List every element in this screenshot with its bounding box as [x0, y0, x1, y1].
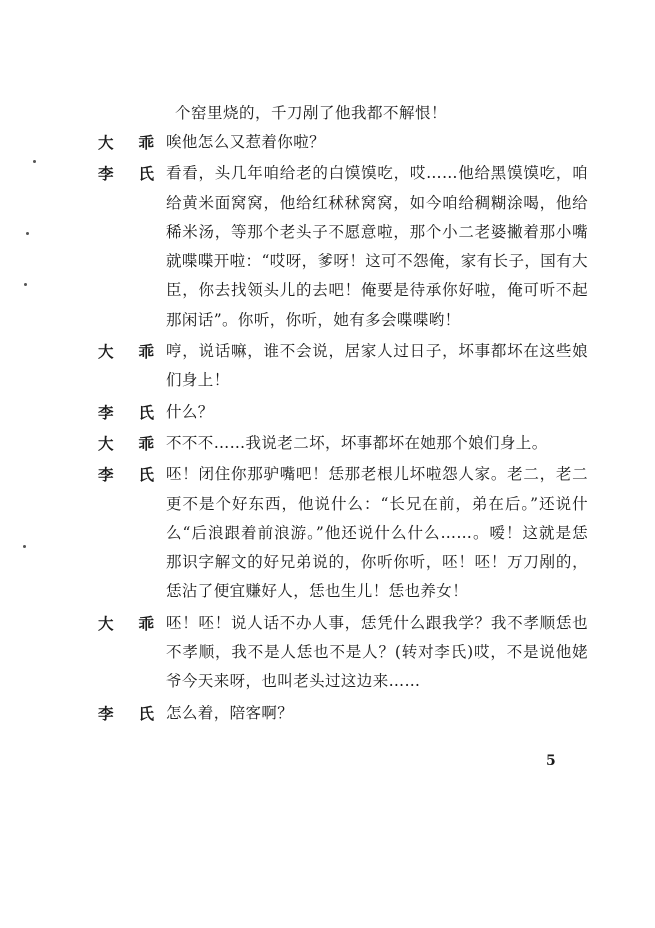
dialogue-entry [98, 699, 588, 728]
speaker-name: 李 氏 [98, 465, 154, 485]
dialogue-entry [98, 429, 588, 458]
margin-mark [33, 160, 36, 163]
dialogue-entry [98, 128, 588, 157]
dialogue-entry [98, 609, 588, 697]
page-number: 5 [546, 753, 556, 769]
speaker-name: 李 氏 [98, 402, 154, 422]
speaker-name: 李 氏 [98, 164, 154, 184]
dialogue-line: 呸！闭住你那驴嘴吧！恁那老根儿坏啦怨人家。老二，老二更不是个好东西，他说什么：“长兄在前，弟在后。”还说什么“后浪跟着前浪游。”他还说什么什么……。嗳！这就是恁那识字解文的好兄弟说的，你听你听，呸！呸！万刀剐的，恁沾了便宜赚好人，恁也生儿！恁也养女！ [166, 465, 588, 601]
speaker-name: 大 乖 [98, 133, 154, 152]
speaker-name: 大 乖 [98, 613, 154, 633]
dialogue-line: 呸！呸！说人话不办人事，恁凭什么跟我学？我不孝顺恁也不孝顺，我不是人恁也不是人？(转对李氏)哎，不是说他姥爷今天来呀，也叫老头过这边来…… [166, 613, 588, 691]
speaker-name: 大 乖 [98, 433, 154, 453]
dialogue-entry [98, 460, 588, 606]
dialogue-line: 什么？ [166, 402, 214, 421]
dialogue-line: 怎么着，陪客啊？ [166, 703, 294, 722]
dialogue-line: 不不不……我说老二坏，坏事都坏在她那个娘们身上。 [166, 433, 548, 452]
continued-line: 个窑里烧的，千刀剐了他我都不解恨！ [175, 104, 448, 122]
script-body [98, 128, 588, 730]
speaker-name: 李 氏 [98, 703, 154, 723]
dialogue-line: 唉他怎么又惹着你啦？ [166, 133, 326, 151]
margin-mark [23, 545, 26, 548]
dialogue-entry [98, 159, 588, 335]
dialogue-line: 哼，说话嘛，谁不会说，居家人过日子，坏事都坏在这些娘们身上！ [166, 342, 588, 390]
margin-mark [24, 283, 27, 286]
dialogue-line: 看看，头几年咱给老的白馍馍吃，哎……他给黑馍馍吃，咱给黄米面窝窝，他给红秫秫窝窝，如今咱给稠糊涂喝，他给稀米汤，等那个老头子不愿意啦，那个小二老婆撇着那小嘴就喋喋开啦：“哎呀，爹呀！这可不怨俺，家有长子，国有大臣，你去找领头儿的去吧！俺要是待承你好啦，俺可听不起那闲话”。你听，你听，她有多会喋喋哟！ [166, 164, 588, 329]
dialogue-entry [98, 398, 588, 427]
margin-mark [26, 232, 29, 235]
dialogue-entry [98, 337, 588, 396]
speaker-name: 大 乖 [98, 342, 154, 362]
